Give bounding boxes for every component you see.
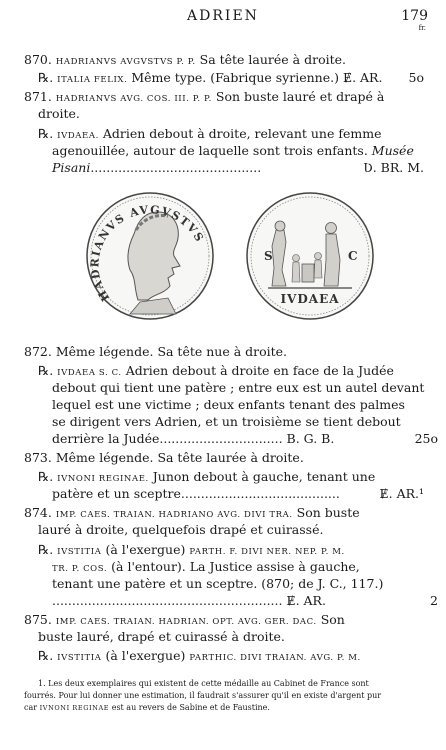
entry-874-reverse: [38, 542, 446, 560]
entry-number: 874.: [24, 505, 52, 520]
entry-875-reverse: [38, 648, 446, 666]
reverse-legend: TR. P. COS.: [52, 564, 108, 574]
price: 25o: [414, 431, 438, 446]
collection: Musée: [371, 143, 414, 158]
obverse-description: buste lauré, drapé et cuirassé à droite.: [38, 629, 285, 644]
entry-872-reverse: [38, 363, 446, 381]
reverse-description: Junon debout à gauche, tenant une: [152, 469, 376, 484]
leader-dots: ..........................................................: [52, 593, 283, 608]
price: 5o: [408, 70, 424, 85]
coin-obverse-illustration: [84, 190, 216, 322]
entry-871-reverse: [38, 126, 446, 144]
note-mark: fr.: [418, 24, 426, 32]
exergue-note: (à l'exergue): [105, 542, 186, 557]
metal: Ɇ. AR.¹: [379, 486, 424, 501]
footnote-text: est au revers de Sabine et de Faustine.: [111, 703, 270, 712]
judaea-figure: [272, 230, 286, 286]
obverse-description: Même légende. Sa tête nue à droite.: [55, 344, 288, 359]
reverse-description: patère et un sceptre: [52, 486, 181, 501]
obverse-description: Son buste lauré et drapé à: [215, 89, 385, 104]
entry-874-reverse-cont: [52, 559, 446, 577]
surround-note: (à l'entour).: [111, 559, 186, 574]
metal: Ʋ. BR. M.: [363, 160, 424, 175]
entry-874-reverse-end: [52, 593, 438, 609]
entry-number: 871.: [24, 89, 52, 104]
obverse-legend: HADRIANVS AVG. COS. III. P. P.: [55, 94, 212, 104]
entry-871-obverse: [24, 89, 446, 107]
reverse-mark: ℞.: [38, 70, 54, 85]
reverse-description-line: se dirigent vers Adrien, et un troisième se tient debout: [52, 414, 401, 429]
reverse-mark: ℞.: [38, 542, 54, 557]
entry-875-obverse-cont: [38, 629, 446, 645]
reverse-description: La Justice assise à gauche,: [189, 559, 360, 574]
footnote-line: [24, 702, 446, 714]
obverse-description: Sa tête laurée à droite.: [199, 52, 346, 67]
reverse-legend: IVDAEA S. C.: [57, 368, 122, 378]
reverse-legend: IVDAEA.: [57, 131, 99, 141]
reverse-mark: ℞.: [38, 126, 54, 141]
metal: B. G. B.: [286, 431, 335, 446]
reverse-legend: PARTH. F. DIVI NER. NEP. P. M.: [189, 547, 345, 557]
exergue-note: (à l'exergue): [105, 648, 186, 663]
leader-dots: ........................................: [180, 486, 340, 501]
reverse-description: derrière la Judée: [52, 431, 160, 446]
entry-875-obverse: [24, 612, 446, 630]
entry-871-reverse-cont: [52, 143, 446, 159]
entry-number: 870.: [24, 52, 52, 67]
entry-number: 872.: [24, 344, 52, 359]
reverse-description: Même type. (Fabrique syrienne.): [131, 70, 339, 85]
entry-872-obverse: [24, 344, 446, 360]
entry-874-obverse: [24, 505, 446, 523]
entry-number: 873.: [24, 450, 52, 465]
page-number: 179: [401, 8, 428, 24]
altar: [302, 264, 314, 282]
reverse-description-line: lequel est une victime ; deux enfants tenant des palmes: [52, 397, 405, 412]
page-header: [0, 8, 446, 30]
reverse-description: Adrien debout à droite en face de la Judée: [125, 363, 394, 378]
entry-873-reverse: [38, 469, 446, 487]
reverse-legend: PARTHIC. DIVI TRAIAN. AVG. P. M.: [189, 653, 361, 663]
coin-exergue: IVDAEA: [280, 292, 340, 306]
coin-reverse-illustration: [244, 190, 376, 322]
entry-872-reverse-end: [52, 431, 438, 447]
reverse-description-line: tenant une patère et un sceptre. (870; de J. C., 117.): [52, 576, 384, 591]
reverse-mark: ℞.: [38, 648, 54, 663]
price: 2: [430, 593, 438, 608]
running-title: ADRIEN: [187, 8, 259, 24]
reverse-legend: IVNONI REGINAE.: [57, 474, 149, 484]
obverse-legend: IMP. CAES. TRAIAN. HADRIANO AVG. DIVI TRA.: [55, 510, 293, 520]
reverse-legend: ITALIA FELIX.: [57, 75, 128, 85]
footnote-line: 1. Les deux exemplaires qui existent de cette médaille au Cabinet de France sont: [38, 679, 369, 688]
obverse-description: Même légende. Sa tête laurée à droite.: [55, 450, 304, 465]
reverse-description-line: debout qui tient une patère ; entre eux est un autel devant: [52, 380, 425, 395]
leader-dots: ...............................: [159, 431, 283, 446]
metal: Ɇ. AR.: [342, 70, 383, 85]
entry-873-obverse: [24, 450, 446, 466]
footnote-text: car: [24, 703, 38, 712]
obverse-description: Son: [320, 612, 345, 627]
reverse-legend: IVSTITIA: [57, 653, 102, 663]
entry-873-reverse-end: [52, 486, 424, 502]
metal: Ɇ. AR.: [286, 593, 326, 608]
reverse-legend: IVSTITIA: [57, 547, 102, 557]
entry-871-reverse-end: [52, 160, 424, 176]
obverse-legend: HADRIANVS AVGVSTVS P. P.: [55, 57, 196, 67]
coin-obverse-legend: HADRIANVS AVGVSTVS: [88, 203, 207, 304]
entry-874-obverse-cont: [38, 522, 446, 538]
reverse-description: agenouillée, autour de laquelle sont trois enfants.: [52, 143, 368, 158]
coin-field-letter: C: [348, 249, 358, 263]
footnote-legend: IVNONI REGINAE: [39, 704, 110, 712]
entry-870-obverse: [24, 52, 446, 70]
entry-number: 875.: [24, 612, 52, 627]
obverse-description: lauré à droite, quelquefois drapé et cuirassé.: [38, 522, 324, 537]
obverse-description: droite.: [38, 106, 80, 121]
hadrian-figure: [324, 234, 340, 286]
reverse-mark: ℞.: [38, 469, 54, 484]
collection: Pisani: [52, 160, 91, 175]
entry-870-reverse: [38, 70, 424, 88]
reverse-description: Adrien debout à droite, relevant une femme: [102, 126, 382, 141]
footnote-line: fourrés. Pour lui donner une estimation, il faudrait s'assurer qu'il en existe d'argent pur: [24, 691, 382, 700]
obverse-description: Son buste: [296, 505, 360, 520]
reverse-mark: ℞.: [38, 363, 54, 378]
entry-871-obverse-cont: [38, 106, 446, 122]
coin-field-letter: S: [264, 249, 273, 263]
obverse-legend: IMP. CAES. TRAIAN. HADRIAN. OPT. AVG. GER. DAC.: [55, 617, 317, 627]
leader-dots: ...........................................: [90, 160, 262, 175]
